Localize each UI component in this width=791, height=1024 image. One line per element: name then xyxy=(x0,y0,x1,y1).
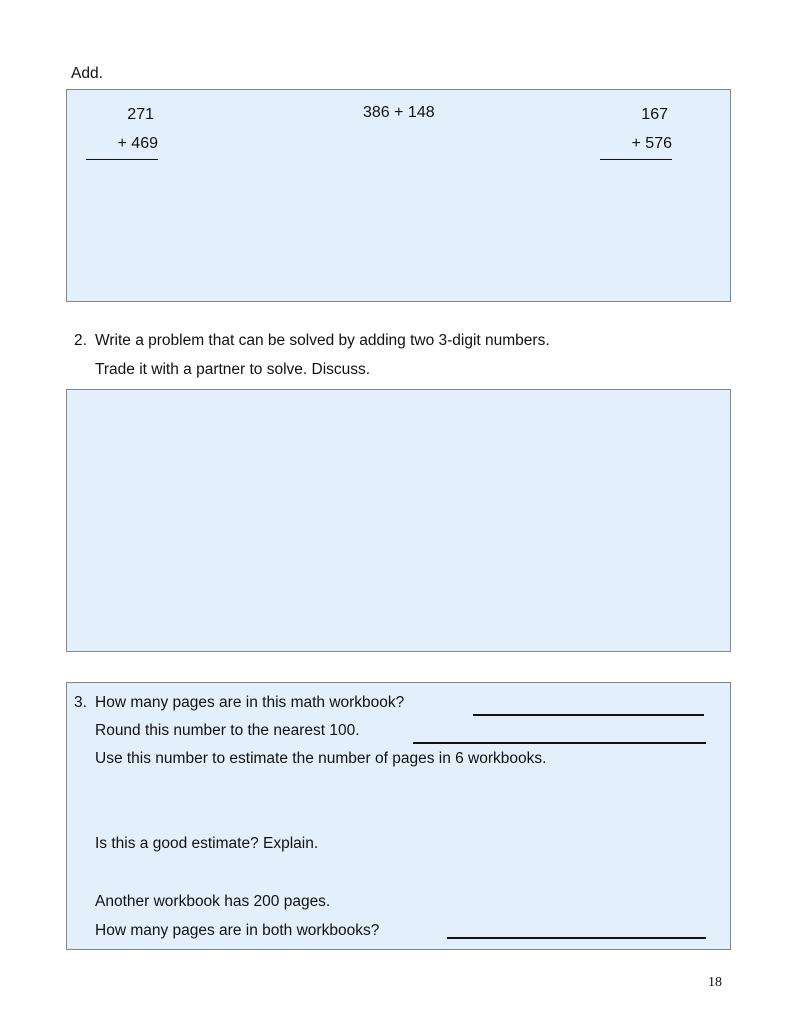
question-3-line-1: How many pages are in this math workbook? xyxy=(95,694,405,711)
question-3-line-2: Round this number to the nearest 100. xyxy=(95,722,360,739)
question-2-answer-box[interactable] xyxy=(66,389,731,652)
question-2-line-1: Write a problem that can be solved by adding two 3-digit numbers. xyxy=(95,332,550,349)
question-3-line-5: Another workbook has 200 pages. xyxy=(95,893,331,910)
addend-bottom: + 469 xyxy=(86,129,158,160)
question-3-line-3: Use this number to estimate the number of pages in 6 workbooks. xyxy=(95,750,547,767)
question-3-line-6: How many pages are in both workbooks? xyxy=(95,922,380,939)
horizontal-sum-problem-2: 386 + 148 xyxy=(363,104,435,121)
question-3-answer-rule-1[interactable] xyxy=(473,714,704,716)
addend-top: 167 xyxy=(641,106,668,123)
page-number: 18 xyxy=(708,975,722,990)
addend-bottom: + 576 xyxy=(600,129,672,160)
question-2-line-2: Trade it with a partner to solve. Discuss. xyxy=(95,361,371,378)
vertical-sum-problem-1 xyxy=(86,100,158,160)
question-3-answer-rule-3[interactable] xyxy=(447,937,706,939)
question-2-number: 2. xyxy=(74,332,87,349)
question-3-number: 3. xyxy=(74,694,87,711)
vertical-sum-problem-3 xyxy=(600,100,672,160)
instruction-heading: Add. xyxy=(71,65,103,82)
addend-top: 271 xyxy=(127,106,154,123)
question-3-answer-rule-2[interactable] xyxy=(413,742,706,744)
question-3-line-4: Is this a good estimate? Explain. xyxy=(95,835,319,852)
